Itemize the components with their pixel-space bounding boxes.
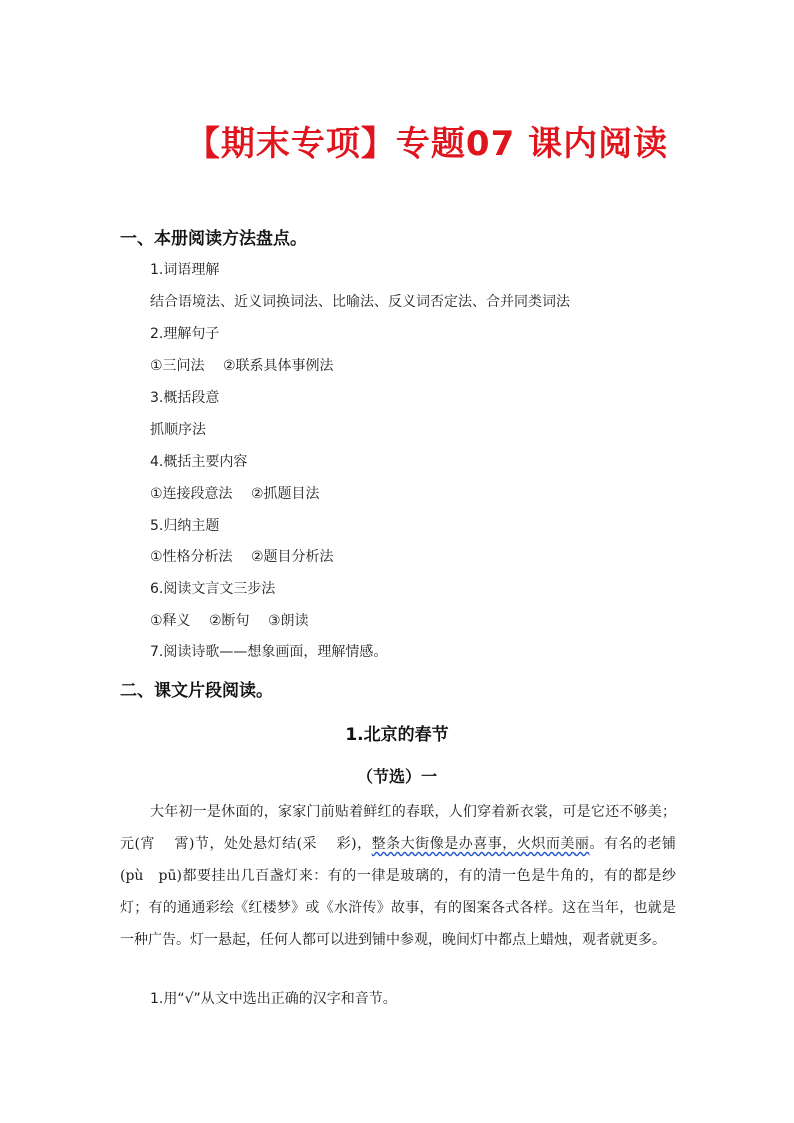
method-item: 7.阅读诗歌——想象画面，理解情感。 — [150, 644, 388, 660]
method-item: 2.理解句子 — [150, 326, 220, 342]
lesson-title: 1.北京的春节 — [345, 725, 449, 745]
method-item: 结合语境法、近义词换词法、比喻法、反义词否定法、合并同类词法 — [150, 294, 570, 310]
passage-underlined-text: 丽 — [574, 836, 590, 852]
method-item: 6.阅读文言文三步法 — [150, 581, 276, 597]
page-title: 【期末专项】专题07 课内阅读 — [185, 124, 669, 164]
method-item: ①释义 ②断句 ③朗读 — [150, 613, 309, 629]
passage-text: 。有名的老铺(pù pū)都要挂出几百盏灯来：有的一律是玻璃的，有的清一色是牛角的，有的都是纱灯；有的通通彩绘《红楼梦》或《水浒传》故事，有的图案各式各样。这在当年，也就是一种广告。灯一悬起，任何人都可以进到铺中参观，晚间灯中都点上蜡烛，观者就更多。 — [120, 836, 677, 948]
passage-text: 大年初一是休面的，家家门前贴着鲜红的春联，人们穿着新衣裳，可是它还不够美；元(宵 霄)节，处处悬灯结(采 彩)， — [120, 804, 676, 852]
method-item: 1.词语理解 — [150, 262, 220, 278]
method-item: 4.概括主要内容 — [150, 454, 248, 470]
method-item: ①连接段意法 ②抓题目法 — [150, 486, 320, 502]
section-heading-excerpts: 二、课文片段阅读。 — [120, 681, 273, 701]
section-heading-methods: 一、本册阅读方法盘点。 — [120, 229, 307, 249]
passage-underlined-text: 整条大街像是办喜事，火炽而美 — [371, 836, 575, 852]
method-item: ①性格分析法 ②题目分析法 — [150, 549, 334, 565]
method-item: 5.归纳主题 — [150, 518, 220, 534]
method-item: 3.概括段意 — [150, 390, 220, 406]
lesson-subtitle: （节选）一 — [356, 767, 437, 786]
reading-passage — [120, 796, 676, 956]
question-text: 1.用“√”从文中选出正确的汉字和音节。 — [150, 991, 397, 1007]
method-item: ①三问法 ②联系具体事例法 — [150, 358, 334, 374]
method-item: 抓顺序法 — [150, 422, 206, 438]
